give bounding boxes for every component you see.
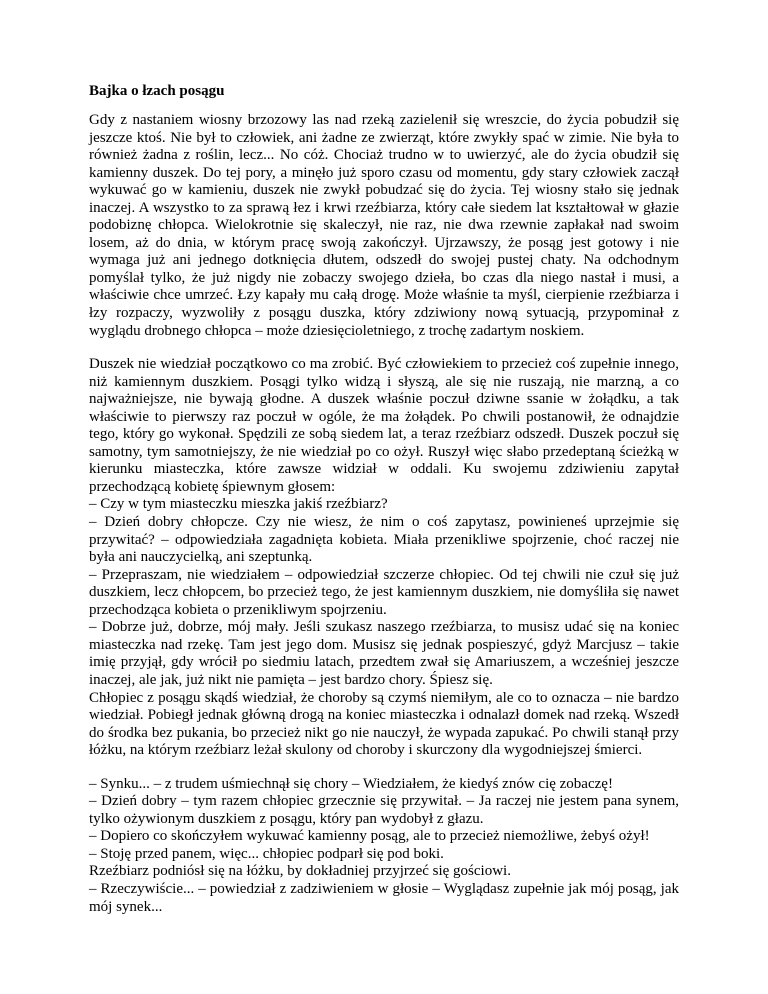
paragraph-line: Duszek nie wiedział początkowo co ma zrobić. Być człowiekiem to przecież coś zupełnie innego, niż kamiennym duszkiem. Posągi tylko widzą i słyszą, ale się nie ruszają, nie marzną, a co najważniejsze, nie bywają głodne. A duszek właśnie poczuł dziwne ssanie w żołądku, a tak właściwie to pierwszy raz poczuł w ogóle, że ma żołądek. Po chwili postanowił, że odnajdzie tego, który go wykonał. Spędzili ze sobą siedem lat, a teraz rzeźbiarz odszedł. Duszek poczuł się samotny, tym samotniejszy, że nie wiedział po co ożył. Ruszył więc słabo przedeptaną ścieżką w kierunku miasteczka, które zawsze widział w oddali. Ku swojemu zdziwieniu zapytał przechodzącą kobietę śpiewnym głosem: bbox=[89, 356, 679, 495]
paragraph-2 bbox=[89, 356, 679, 760]
dialogue-line: – Rzeczywiście... – powiedział z zadziwieniem w głosie – Wyglądasz zupełnie jak mój posąg, jak mój synek... bbox=[89, 880, 679, 915]
dialogue-line: – Dopiero co skończyłem wykuwać kamienny posąg, ale to przecież niemożliwe, żebyś ożył! bbox=[89, 828, 650, 845]
paragraph-line: Chłopiec z posągu skądś wiedział, że choroby są czymś niemiłym, ale co to oznacza – nie bardzo wiedział. Pobiegł jednak główną drogą na koniec miasteczka i odnalazł domek nad rzeką. Wszedł do środka bez pukania, bo przecież nikt go nie nauczył, że wypada zapukać. Po chwili stanął przy łóżku, na którym rzeźbiarz leżał skulony od choroby i skurczony dla wygodniejszej śmierci. bbox=[89, 689, 679, 759]
paragraph-line: Gdy z nastaniem wiosny brzozowy las nad rzeką zazielenił się wreszcie, do życia pobudził się jeszcze ktoś. Nie był to człowiek, ani żadne ze zwierząt, które zwykły spać w zimie. Nie była to również żadna z roślin, lecz... No cóż. Chociaż trudno w to uwierzyć, ale do życia obudził się kamienny duszek. Do tej pory, a minęło już sporo czasu od momentu, gdy stary człowiek zaczął wykuwać go w kamieniu, duszek nie zwykł pobudzać się do życia. Tej wiosny stało się jednak inaczej. A wszystko to za sprawą łez i krwi rzeźbiarza, który całe siedem lat kształtował w głazie podobiznę chłopca. Wielokrotnie się skaleczył, nie raz, nie dwa rzewnie zapłakał nad swoim losem, aż do dnia, w którym pracę swoją zakończył. Ujrzawszy, że posąg jest gotowy i nie wymaga już ani jednego dotknięcia dłutem, odszedł do swojej pustej chaty. Na odchodnym pomyślał tylko, że już nigdy nie zobaczy swojego dzieła, bo czas dla niego nastał i musi, a właściwie chce umrzeć. Łzy kapały mu całą drogę. Może właśnie ta myśl, cierpienie rzeźbiarza i łzy rozpaczy, wyzwoliły z posągu duszka, który zdziwiony nową sytuacją, przypominał z wyglądu drobnego chłopca – może dziesięcioletniego, z trochę zadartym noskiem. bbox=[89, 112, 679, 339]
paragraph-line: Rzeźbiarz podniósł się na łóżku, by dokładniej przyjrzeć się gościowi. bbox=[89, 863, 511, 880]
dialogue-line: – Dobrze już, dobrze, mój mały. Jeśli szukasz naszego rzeźbiarza, to musisz udać się na koniec miasteczka nad rzekę. Tam jest jego dom. Musisz się jednak pospieszyć, gdyż Marcjusz – takie imię przyjął, gdy wrócił po siedmiu latach, przedtem zwał się Amariuszem, a wcześniej jeszcze inaczej, ale jak, już nikt nie pamięta – jest bardzo chory. Śpiesz się. bbox=[89, 619, 679, 688]
document-page bbox=[89, 82, 679, 916]
dialogue-line: – Synku... – z trudem uśmiechnął się chory – Wiedziałem, że kiedyś znów cię zobaczę! bbox=[89, 775, 613, 792]
dialogue-line: – Stoję przed panem, więc... chłopiec podparł się pod boki. bbox=[89, 845, 444, 862]
dialogue-line: – Czy w tym miasteczku mieszka jakiś rzeźbiarz? bbox=[89, 496, 388, 513]
paragraph-1 bbox=[89, 112, 679, 340]
dialogue-line: – Dzień dobry – tym razem chłopiec grzecznie się przywitał. – Ja raczej nie jestem pana synem, tylko ożywionym duszkiem z posągu, który pan wydobył z głazu. bbox=[89, 793, 679, 827]
paragraph-3 bbox=[89, 776, 679, 916]
dialogue-line: – Przepraszam, nie wiedziałem – odpowiedział szczerze chłopiec. Od tej chwili nie czuł się już duszkiem, lecz chłopcem, bo przecież tego, że jest kamiennym duszkiem, nie domyśliła się nawet przechodząca kobieta o przenikliwym spojrzeniu. bbox=[89, 566, 679, 618]
document-title: Bajka o łzach posągu bbox=[89, 83, 225, 99]
dialogue-line: – Dzień dobry chłopcze. Czy nie wiesz, że nim o coś zapytasz, powinieneś uprzejmie się przywitać? – odpowiedziała zagadnięta kobieta. Miała przenikliwe spojrzenie, choć raczej nie była ani nauczycielką, ani szeptunką. bbox=[89, 514, 679, 566]
